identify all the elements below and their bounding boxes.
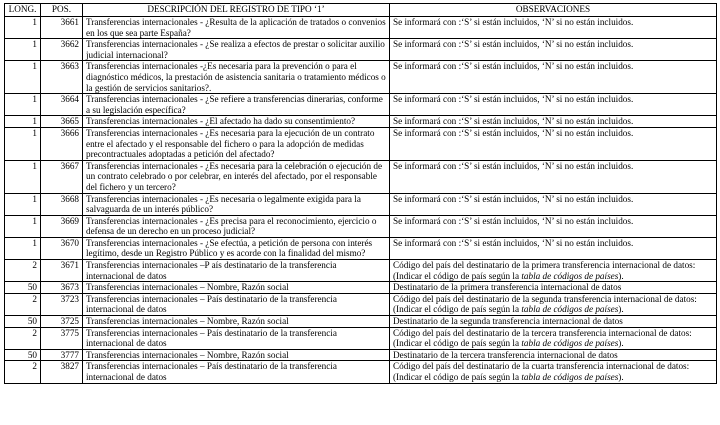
cell-observations [390,127,717,160]
cell-observations [390,39,717,61]
observation-main-text: Se informará con :‘S’ si están incluidos, ‘N’ si no están incluidos. [393,193,634,204]
observation-text [393,316,623,326]
cell-description: Transferencias internacionales - ¿Se realiza a efectos de prestar o solicitar auxilio judicial internacional? [83,39,390,61]
table-row [5,349,717,361]
table-body [5,17,717,384]
cell-pos: 3661 [41,17,83,39]
cell-pos: 3669 [41,215,83,237]
observation-text [393,294,697,315]
observation-text [393,238,633,248]
record-layout-table [4,3,717,384]
observation-main-text: Destinatario de la primera transferencia internacional de datos [393,282,622,293]
cell-long: 1 [5,17,41,39]
cell-description: Transferencias internacionales - ¿Es necesaria o legalmente exigida para la salvaguarda de un interés público? [83,193,390,215]
table-row [5,293,717,315]
observation-text [393,260,695,281]
observation-main-text: Se informará con :‘S’ si están incluidos, ‘N’ si no están incluidos. [393,237,634,248]
cell-observations [390,160,717,193]
cell-description: Transferencias internacionales – País destinatario de la transferencia internacional de datos [83,293,390,315]
cell-description: Transferencias internacionales – Nombre, Razón social [83,349,390,361]
observation-main-text: Se informará con :‘S’ si están incluidos, ‘N’ si no están incluidos. [393,116,634,127]
observation-text [393,17,633,27]
observation-main-text: Destinatario de la tercera transferencia internacional de datos [393,349,618,360]
cell-description: Transferencias internacionales - ¿Se refiere a transferencias dinerarias, conforme a su legislación específica? [83,94,390,116]
cell-description: Transferencias internacionales -¿Es necesaria para la prevención o para el diagnóstico médicos, la prestación de asistencia sanitaria o tratamiento médicos o la gestión de servicios sanitarios?. [83,61,390,94]
cell-observations [390,17,717,39]
cell-observations [390,193,717,215]
table-row [5,260,717,282]
header-pos: POS. [41,4,83,17]
table-row [5,116,717,128]
observation-main-text: Se informará con :‘S’ si están incluidos, ‘N’ si no están incluidos. [393,94,634,105]
cell-pos: 3662 [41,39,83,61]
observation-tail-text: ). [618,304,624,315]
cell-pos: 3667 [41,160,83,193]
cell-pos: 3827 [41,361,83,383]
observation-main-text: Destinatario de la segunda transferencia internacional de datos [393,316,623,327]
cell-pos: 3723 [41,293,83,315]
cell-description: Transferencias internacionales - ¿Resulta de la aplicación de tratados o convenios en los que sea parte España? [83,17,390,39]
observation-tail-text: ). [618,372,624,382]
cell-long: 50 [5,282,41,294]
observation-main-text: Código del país del destinatario de la cuarta transferencia internacional de datos: (Indicar el código de país según la [393,361,690,382]
cell-long: 2 [5,293,41,315]
observation-text [393,282,621,292]
observation-text [393,128,633,138]
observation-text [393,194,633,204]
table-row [5,361,717,383]
table-row [5,316,717,328]
table-row [5,94,717,116]
observation-text [393,350,618,360]
header-long: LONG. [5,4,41,17]
cell-description: Transferencias internacionales – Nombre, Razón social [83,316,390,328]
observation-tail-text: ). [618,270,624,281]
observation-text [393,216,633,226]
cell-long: 1 [5,127,41,160]
country-code-table-reference: tabla de códigos de países [521,372,619,382]
cell-observations [390,349,717,361]
observation-text [393,328,692,349]
table-row [5,327,717,349]
cell-observations [390,293,717,315]
cell-long: 1 [5,61,41,94]
observation-main-text: Se informará con :‘S’ si están incluidos, ‘N’ si no están incluidos. [393,160,634,171]
cell-pos: 3673 [41,282,83,294]
cell-observations [390,61,717,94]
cell-description: Transferencias internacionales - ¿Es precisa para el reconocimiento, ejercicio o defensa de un derecho en un proceso judicial? [83,215,390,237]
cell-long: 2 [5,327,41,349]
cell-pos: 3666 [41,127,83,160]
cell-pos: 3665 [41,116,83,128]
cell-description: Transferencias internacionales - ¿Es necesaria para la celebración o ejecución de un contrato celebrado o por celebrar, en interés del afectado, por el responsable del fichero y un tercero? [83,160,390,193]
table-header-row [5,4,717,17]
table-row [5,237,717,259]
cell-observations [390,282,717,294]
cell-description: Transferencias internacionales – Nombre, Razón social [83,282,390,294]
cell-long: 1 [5,215,41,237]
table-row [5,215,717,237]
table-row [5,127,717,160]
table-row [5,193,717,215]
cell-pos: 3670 [41,237,83,259]
country-code-table-reference: tabla de códigos de países [521,304,619,315]
observation-main-text: Código del país del destinatario de la segunda transferencia internacional de datos: (Indicar el código de país según la [393,293,697,315]
cell-description: Transferencias internacionales - ¿Se efectúa, a petición de persona con interés legítimo, desde un Registro Público y es acorde con la finalidad del mismo? [83,237,390,259]
cell-long: 1 [5,237,41,259]
cell-pos: 3663 [41,61,83,94]
cell-long: 50 [5,349,41,361]
observation-main-text: Se informará con :‘S’ si están incluidos, ‘N’ si no están incluidos. [393,17,634,27]
observation-main-text: Código del país del destinatario de la tercera transferencia internacional de datos: (Indicar el código de país según la [393,327,692,349]
cell-observations [390,94,717,116]
cell-long: 1 [5,116,41,128]
country-code-table-reference: tabla de códigos de países [521,338,619,349]
cell-pos: 3777 [41,349,83,361]
table-row [5,17,717,39]
cell-description: Transferencias internacionales –P aís destinatario de la transferencia internacional de datos [83,260,390,282]
cell-description: Transferencias internacionales - ¿El afectado ha dado su consentimiento? [83,116,390,128]
cell-observations [390,215,717,237]
cell-observations [390,361,717,383]
cell-description: Transferencias internacionales - ¿Es necesaria para la ejecución de un contrato entre el afectado y el responsable del fichero o para la adopción de medidas precontractuales adoptadas a petición del afectado? [83,127,390,160]
cell-long: 1 [5,39,41,61]
observation-text [393,116,633,126]
cell-description: Transferencias internacionales – País destinatario de la transferencia internacional de datos [83,361,390,383]
observation-main-text: Se informará con :‘S’ si están incluidos, ‘N’ si no están incluidos. [393,215,634,226]
observation-main-text: Se informará con :‘S’ si están incluidos, ‘N’ si no están incluidos. [393,61,634,72]
observation-main-text: Se informará con :‘S’ si están incluidos, ‘N’ si no están incluidos. [393,39,634,50]
cell-observations [390,316,717,328]
cell-observations [390,116,717,128]
cell-pos: 3671 [41,260,83,282]
cell-pos: 3725 [41,316,83,328]
observation-main-text: Código del país del destinatario de la primera transferencia internacional de datos: (Indicar el código de país según la [393,260,696,281]
cell-long: 1 [5,160,41,193]
cell-observations [390,237,717,259]
observation-main-text: Se informará con :‘S’ si están incluidos, ‘N’ si no están incluidos. [393,127,634,138]
table-row [5,39,717,61]
observation-text [393,39,633,49]
cell-long: 2 [5,361,41,383]
table-row [5,160,717,193]
table-row [5,282,717,294]
table-row [5,61,717,94]
observation-tail-text: ). [618,338,624,349]
country-code-table-reference: tabla de códigos de países [521,270,619,281]
observation-text [393,161,633,171]
cell-observations [390,327,717,349]
header-observations: OBSERVACIONES [390,4,717,17]
observation-text [393,94,633,104]
cell-long: 50 [5,316,41,328]
observation-text [393,361,689,382]
cell-long: 2 [5,260,41,282]
cell-observations [390,260,717,282]
cell-description: Transferencias internacionales – País destinatario de la transferencia internacional de datos [83,327,390,349]
cell-pos: 3664 [41,94,83,116]
observation-text [393,61,633,71]
cell-long: 1 [5,94,41,116]
cell-pos: 3775 [41,327,83,349]
header-description: DESCRIPCIÓN DEL REGISTRO DE TIPO ‘1’ [83,4,390,17]
cell-long: 1 [5,193,41,215]
cell-pos: 3668 [41,193,83,215]
